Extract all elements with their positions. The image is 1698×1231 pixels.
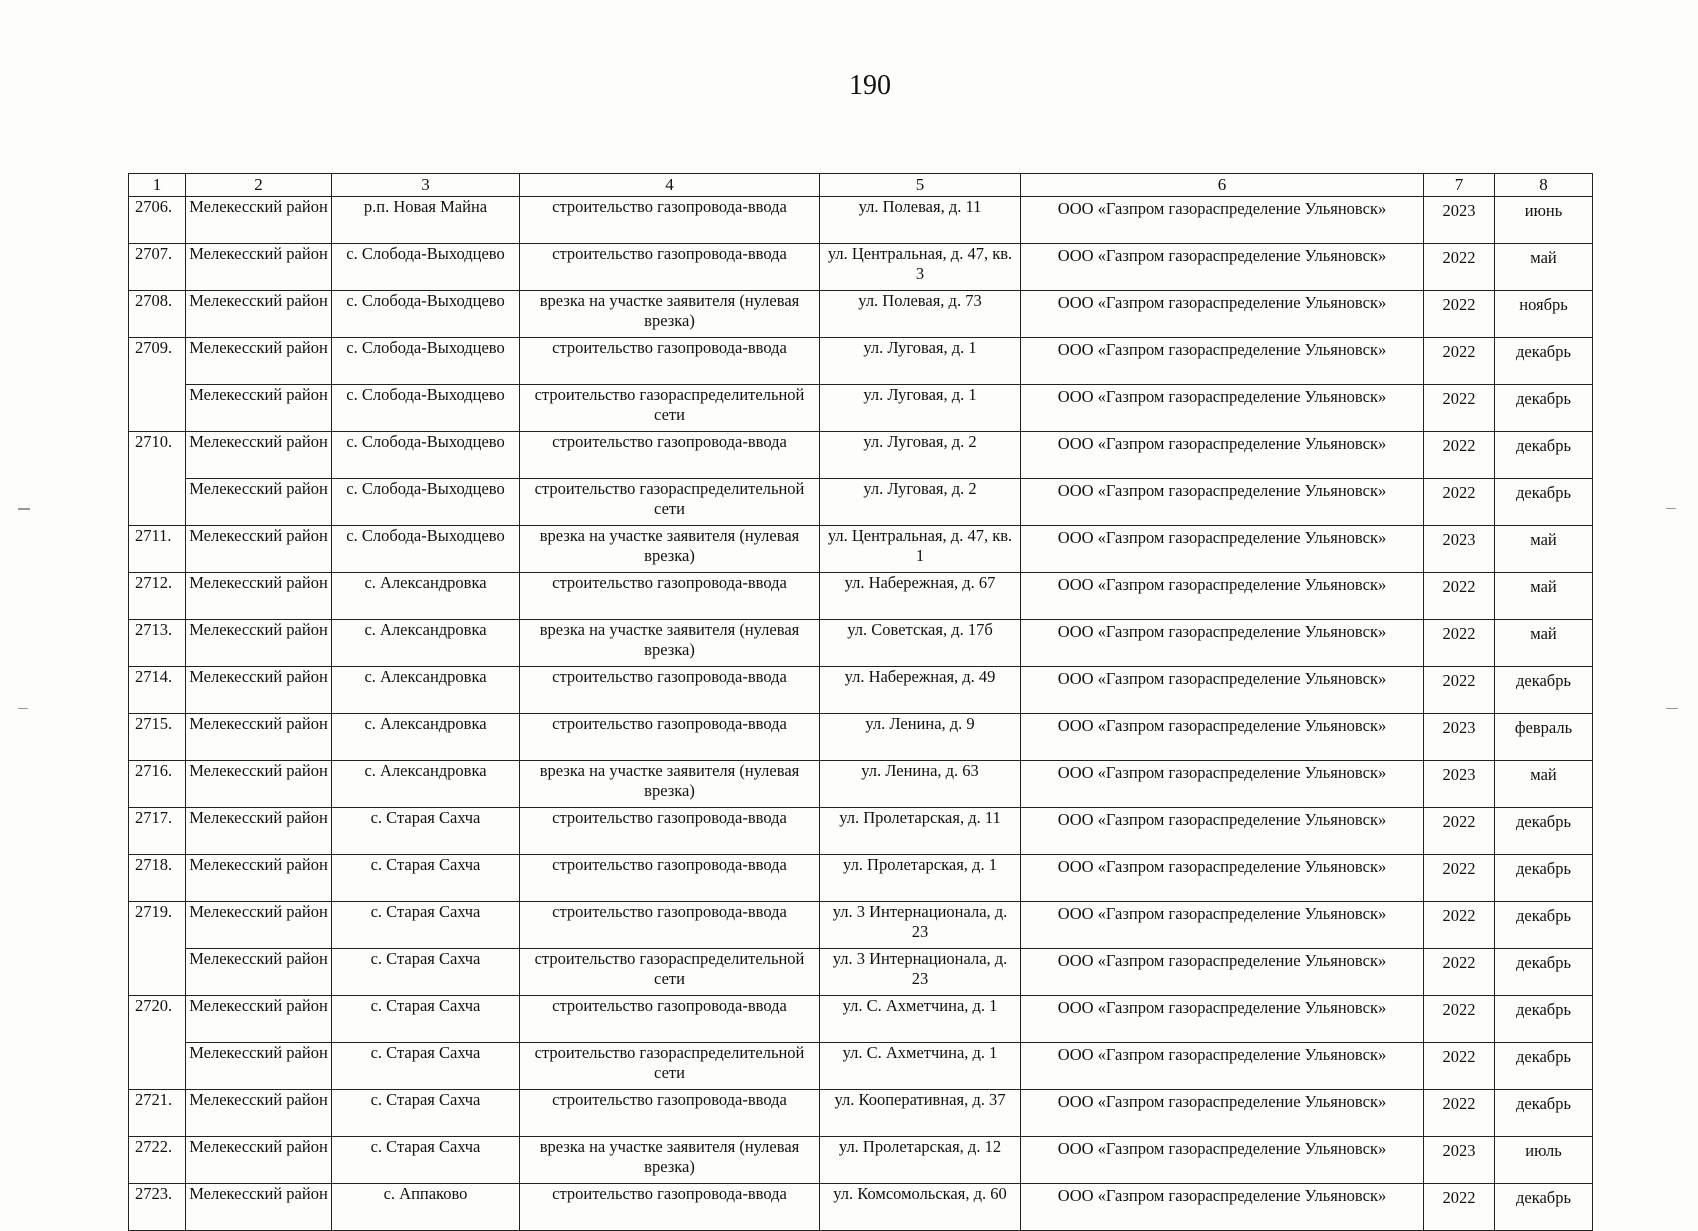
month-cell: декабрь (1495, 479, 1593, 526)
work-type-cell: строительство газораспределительной сети (520, 1043, 820, 1090)
address-cell: ул. Набережная, д. 49 (820, 667, 1021, 714)
row-number: 2710. (129, 432, 186, 479)
locality-cell: с. Слобода-Выходцево (332, 338, 520, 385)
year-cell: 2022 (1424, 620, 1495, 667)
table-row (129, 761, 1593, 808)
district-cell: Мелекесский район (186, 244, 332, 291)
row-number (129, 385, 186, 432)
year-cell: 2022 (1424, 667, 1495, 714)
locality-cell: р.п. Новая Майна (332, 197, 520, 244)
locality-cell: с. Старая Сахча (332, 949, 520, 996)
table-row (129, 855, 1593, 902)
organization-cell: ООО «Газпром газораспределение Ульяновск» (1021, 1184, 1424, 1231)
year-cell: 2023 (1424, 197, 1495, 244)
locality-cell: с. Слобода-Выходцево (332, 479, 520, 526)
table-row (129, 338, 1593, 385)
locality-cell: с. Старая Сахча (332, 1043, 520, 1090)
district-cell: Мелекесский район (186, 808, 332, 855)
organization-cell: ООО «Газпром газораспределение Ульяновск» (1021, 855, 1424, 902)
table-row (129, 1184, 1593, 1231)
month-cell: декабрь (1495, 432, 1593, 479)
month-cell: декабрь (1495, 1184, 1593, 1231)
month-cell: май (1495, 526, 1593, 573)
district-cell: Мелекесский район (186, 432, 332, 479)
work-type-cell: врезка на участке заявителя (нулевая врезка) (520, 761, 820, 808)
district-cell: Мелекесский район (186, 761, 332, 808)
organization-cell: ООО «Газпром газораспределение Ульяновск» (1021, 714, 1424, 761)
table-row (129, 573, 1593, 620)
address-cell: ул. Кооперативная, д. 37 (820, 1090, 1021, 1137)
address-cell: ул. Советская, д. 17б (820, 620, 1021, 667)
district-cell: Мелекесский район (186, 714, 332, 761)
district-cell: Мелекесский район (186, 902, 332, 949)
table-row (129, 479, 1593, 526)
year-cell: 2022 (1424, 573, 1495, 620)
scan-mark (18, 708, 28, 709)
year-cell: 2022 (1424, 479, 1495, 526)
district-cell: Мелекесский район (186, 479, 332, 526)
address-cell: ул. 3 Интернационала, д. 23 (820, 949, 1021, 996)
work-type-cell: врезка на участке заявителя (нулевая врезка) (520, 291, 820, 338)
year-cell: 2023 (1424, 761, 1495, 808)
address-cell: ул. Центральная, д. 47, кв. 1 (820, 526, 1021, 573)
locality-cell: с. Старая Сахча (332, 1137, 520, 1184)
work-type-cell: строительство газопровода-ввода (520, 338, 820, 385)
year-cell: 2022 (1424, 855, 1495, 902)
row-number: 2713. (129, 620, 186, 667)
row-number: 2714. (129, 667, 186, 714)
work-type-cell: строительство газопровода-ввода (520, 855, 820, 902)
row-number: 2711. (129, 526, 186, 573)
locality-cell: с. Слобода-Выходцево (332, 385, 520, 432)
scan-mark (1666, 708, 1678, 709)
address-cell: ул. 3 Интернационала, д. 23 (820, 902, 1021, 949)
district-cell: Мелекесский район (186, 338, 332, 385)
organization-cell: ООО «Газпром газораспределение Ульяновск» (1021, 432, 1424, 479)
organization-cell: ООО «Газпром газораспределение Ульяновск» (1021, 667, 1424, 714)
locality-cell: с. Старая Сахча (332, 808, 520, 855)
month-cell: май (1495, 620, 1593, 667)
organization-cell: ООО «Газпром газораспределение Ульяновск» (1021, 338, 1424, 385)
column-header: 3 (332, 174, 520, 197)
address-cell: ул. Луговая, д. 1 (820, 338, 1021, 385)
month-cell: декабрь (1495, 949, 1593, 996)
table-row (129, 1137, 1593, 1184)
year-cell: 2022 (1424, 1184, 1495, 1231)
district-cell: Мелекесский район (186, 1137, 332, 1184)
year-cell: 2023 (1424, 526, 1495, 573)
month-cell: декабрь (1495, 808, 1593, 855)
table-body (129, 197, 1593, 1231)
district-cell: Мелекесский район (186, 1184, 332, 1231)
organization-cell: ООО «Газпром газораспределение Ульяновск» (1021, 1137, 1424, 1184)
work-type-cell: строительство газораспределительной сети (520, 385, 820, 432)
table-row (129, 526, 1593, 573)
locality-cell: с. Слобода-Выходцево (332, 291, 520, 338)
month-cell: июль (1495, 1137, 1593, 1184)
organization-cell: ООО «Газпром газораспределение Ульяновск» (1021, 573, 1424, 620)
work-type-cell: строительство газопровода-ввода (520, 808, 820, 855)
table-row (129, 714, 1593, 761)
work-type-cell: строительство газопровода-ввода (520, 1090, 820, 1137)
month-cell: май (1495, 573, 1593, 620)
district-cell: Мелекесский район (186, 1043, 332, 1090)
organization-cell: ООО «Газпром газораспределение Ульяновск» (1021, 761, 1424, 808)
row-number (129, 479, 186, 526)
month-cell: июнь (1495, 197, 1593, 244)
locality-cell: с. Александровка (332, 667, 520, 714)
column-header: 1 (129, 174, 186, 197)
locality-cell: с. Старая Сахча (332, 902, 520, 949)
month-cell: ноябрь (1495, 291, 1593, 338)
district-cell: Мелекесский район (186, 573, 332, 620)
scan-mark (1666, 508, 1676, 509)
address-cell: ул. Пролетарская, д. 11 (820, 808, 1021, 855)
year-cell: 2022 (1424, 432, 1495, 479)
address-cell: ул. Центральная, д. 47, кв. 3 (820, 244, 1021, 291)
year-cell: 2022 (1424, 949, 1495, 996)
month-cell: декабрь (1495, 996, 1593, 1043)
scan-mark (18, 508, 30, 510)
row-number: 2715. (129, 714, 186, 761)
row-number: 2712. (129, 573, 186, 620)
year-cell: 2022 (1424, 808, 1495, 855)
address-cell: ул. Набережная, д. 67 (820, 573, 1021, 620)
month-cell: декабрь (1495, 1043, 1593, 1090)
address-cell: ул. Ленина, д. 63 (820, 761, 1021, 808)
year-cell: 2022 (1424, 291, 1495, 338)
address-cell: ул. Пролетарская, д. 12 (820, 1137, 1021, 1184)
work-type-cell: строительство газораспределительной сети (520, 949, 820, 996)
column-number-row (129, 174, 1593, 197)
row-number: 2706. (129, 197, 186, 244)
district-cell: Мелекесский район (186, 949, 332, 996)
district-cell: Мелекесский район (186, 1090, 332, 1137)
month-cell: декабрь (1495, 338, 1593, 385)
address-cell: ул. С. Ахметчина, д. 1 (820, 996, 1021, 1043)
work-type-cell: строительство газопровода-ввода (520, 432, 820, 479)
table-row (129, 385, 1593, 432)
work-type-cell: строительство газопровода-ввода (520, 1184, 820, 1231)
organization-cell: ООО «Газпром газораспределение Ульяновск» (1021, 197, 1424, 244)
work-type-cell: врезка на участке заявителя (нулевая врезка) (520, 1137, 820, 1184)
locality-cell: с. Александровка (332, 714, 520, 761)
column-header: 7 (1424, 174, 1495, 197)
work-type-cell: строительство газораспределительной сети (520, 479, 820, 526)
district-cell: Мелекесский район (186, 620, 332, 667)
register-table (128, 173, 1593, 1231)
row-number: 2708. (129, 291, 186, 338)
year-cell: 2022 (1424, 338, 1495, 385)
organization-cell: ООО «Газпром газораспределение Ульяновск» (1021, 1043, 1424, 1090)
address-cell: ул. Полевая, д. 11 (820, 197, 1021, 244)
address-cell: ул. Луговая, д. 2 (820, 479, 1021, 526)
month-cell: февраль (1495, 714, 1593, 761)
organization-cell: ООО «Газпром газораспределение Ульяновск» (1021, 291, 1424, 338)
organization-cell: ООО «Газпром газораспределение Ульяновск» (1021, 526, 1424, 573)
row-number (129, 949, 186, 996)
row-number: 2718. (129, 855, 186, 902)
table-row (129, 244, 1593, 291)
locality-cell: с. Александровка (332, 761, 520, 808)
row-number: 2707. (129, 244, 186, 291)
locality-cell: с. Александровка (332, 573, 520, 620)
month-cell: май (1495, 761, 1593, 808)
address-cell: ул. Комсомольская, д. 60 (820, 1184, 1021, 1231)
work-type-cell: строительство газопровода-ввода (520, 667, 820, 714)
locality-cell: с. Александровка (332, 620, 520, 667)
locality-cell: с. Слобода-Выходцево (332, 244, 520, 291)
locality-cell: с. Аппаково (332, 1184, 520, 1231)
work-type-cell: строительство газопровода-ввода (520, 714, 820, 761)
table-row (129, 1043, 1593, 1090)
column-header: 5 (820, 174, 1021, 197)
locality-cell: с. Старая Сахча (332, 855, 520, 902)
address-cell: ул. Луговая, д. 2 (820, 432, 1021, 479)
table-row (129, 996, 1593, 1043)
address-cell: ул. Полевая, д. 73 (820, 291, 1021, 338)
district-cell: Мелекесский район (186, 385, 332, 432)
year-cell: 2023 (1424, 714, 1495, 761)
table-row (129, 1090, 1593, 1137)
year-cell: 2022 (1424, 1090, 1495, 1137)
address-cell: ул. Луговая, д. 1 (820, 385, 1021, 432)
year-cell: 2022 (1424, 902, 1495, 949)
work-type-cell: строительство газопровода-ввода (520, 244, 820, 291)
row-number: 2721. (129, 1090, 186, 1137)
district-cell: Мелекесский район (186, 996, 332, 1043)
month-cell: декабрь (1495, 667, 1593, 714)
organization-cell: ООО «Газпром газораспределение Ульяновск» (1021, 902, 1424, 949)
work-type-cell: строительство газопровода-ввода (520, 573, 820, 620)
row-number: 2717. (129, 808, 186, 855)
district-cell: Мелекесский район (186, 291, 332, 338)
district-cell: Мелекесский район (186, 855, 332, 902)
organization-cell: ООО «Газпром газораспределение Ульяновск» (1021, 996, 1424, 1043)
organization-cell: ООО «Газпром газораспределение Ульяновск» (1021, 479, 1424, 526)
work-type-cell: строительство газопровода-ввода (520, 902, 820, 949)
organization-cell: ООО «Газпром газораспределение Ульяновск» (1021, 808, 1424, 855)
row-number: 2716. (129, 761, 186, 808)
month-cell: май (1495, 244, 1593, 291)
address-cell: ул. Пролетарская, д. 1 (820, 855, 1021, 902)
column-header: 4 (520, 174, 820, 197)
table-row (129, 432, 1593, 479)
table-row (129, 197, 1593, 244)
row-number: 2722. (129, 1137, 186, 1184)
organization-cell: ООО «Газпром газораспределение Ульяновск» (1021, 244, 1424, 291)
row-number: 2723. (129, 1184, 186, 1231)
district-cell: Мелекесский район (186, 197, 332, 244)
row-number: 2720. (129, 996, 186, 1043)
row-number: 2719. (129, 902, 186, 949)
district-cell: Мелекесский район (186, 667, 332, 714)
locality-cell: с. Старая Сахча (332, 996, 520, 1043)
district-cell: Мелекесский район (186, 526, 332, 573)
year-cell: 2022 (1424, 996, 1495, 1043)
year-cell: 2022 (1424, 385, 1495, 432)
table-row (129, 291, 1593, 338)
organization-cell: ООО «Газпром газораспределение Ульяновск» (1021, 1090, 1424, 1137)
locality-cell: с. Слобода-Выходцево (332, 526, 520, 573)
year-cell: 2023 (1424, 1137, 1495, 1184)
organization-cell: ООО «Газпром газораспределение Ульяновск» (1021, 620, 1424, 667)
column-header: 8 (1495, 174, 1593, 197)
address-cell: ул. Ленина, д. 9 (820, 714, 1021, 761)
table-row (129, 902, 1593, 949)
address-cell: ул. С. Ахметчина, д. 1 (820, 1043, 1021, 1090)
work-type-cell: строительство газопровода-ввода (520, 996, 820, 1043)
row-number (129, 1043, 186, 1090)
organization-cell: ООО «Газпром газораспределение Ульяновск» (1021, 949, 1424, 996)
table-row (129, 808, 1593, 855)
locality-cell: с. Старая Сахча (332, 1090, 520, 1137)
column-header: 2 (186, 174, 332, 197)
year-cell: 2022 (1424, 1043, 1495, 1090)
month-cell: декабрь (1495, 385, 1593, 432)
month-cell: декабрь (1495, 855, 1593, 902)
work-type-cell: врезка на участке заявителя (нулевая врезка) (520, 526, 820, 573)
table-row (129, 949, 1593, 996)
work-type-cell: строительство газопровода-ввода (520, 197, 820, 244)
year-cell: 2022 (1424, 244, 1495, 291)
page-number: 190 (849, 70, 891, 101)
organization-cell: ООО «Газпром газораспределение Ульяновск» (1021, 385, 1424, 432)
row-number: 2709. (129, 338, 186, 385)
month-cell: декабрь (1495, 902, 1593, 949)
table-row (129, 620, 1593, 667)
column-header: 6 (1021, 174, 1424, 197)
month-cell: декабрь (1495, 1090, 1593, 1137)
locality-cell: с. Слобода-Выходцево (332, 432, 520, 479)
work-type-cell: врезка на участке заявителя (нулевая врезка) (520, 620, 820, 667)
table-row (129, 667, 1593, 714)
